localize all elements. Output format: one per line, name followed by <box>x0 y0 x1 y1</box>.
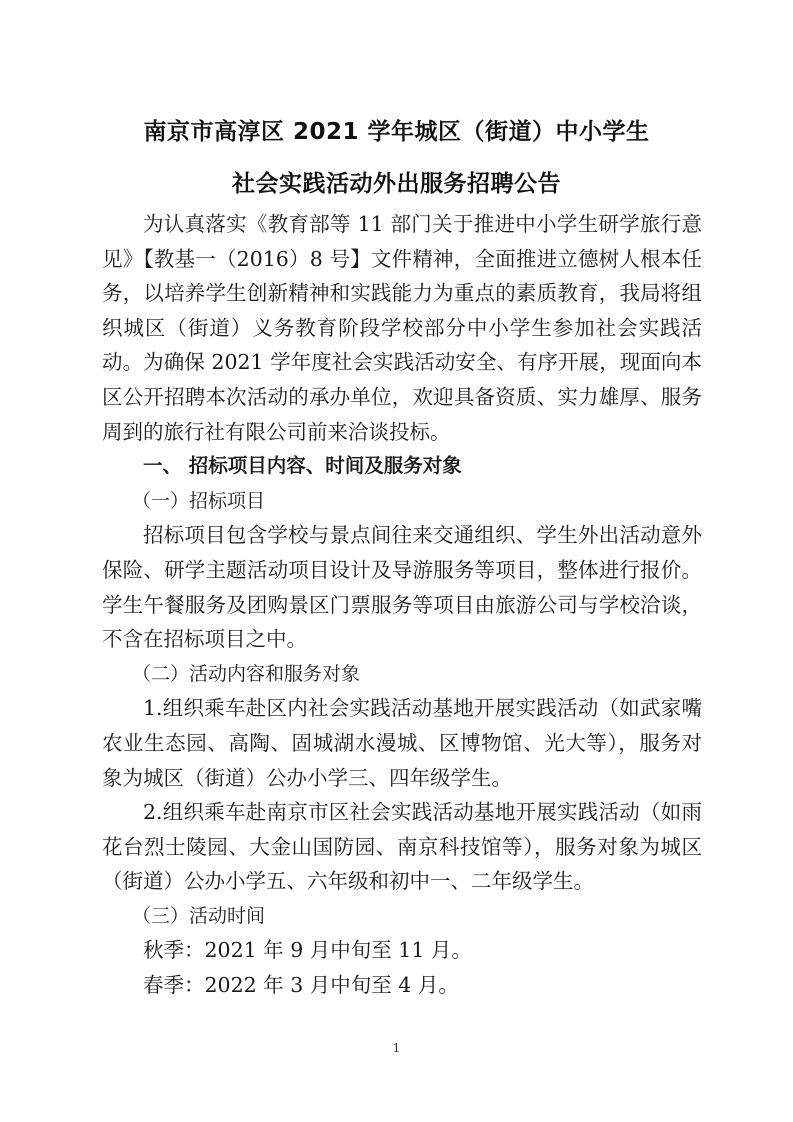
section-1-heading: 一、 招标项目内容、时间及服务对象 <box>143 454 462 478</box>
subsection-2-heading: （二）活动内容和服务对象 <box>132 662 361 685</box>
subsection-1-paragraph: 招标项目包含学校与景点间往来交通组织、学生外出活动意外保险、研学主题活动项目设计及导游服务等项目，整体进行报价。学生午餐服务及团购景区门票服务等项目由旅游公司与学校洽谈，不含在招标项目之中。 <box>102 523 702 652</box>
document-title-line-2: 社会实践活动外出服务招聘公告 <box>232 171 561 197</box>
subsection-2-item-1: 1.组织乘车赴区内社会实践活动基地开展实践活动（如武家嘴农业生态园、高陶、固城湖水漫城、区博物馆、光大等），服务对象为城区（街道）公办小学三、四年级学生。 <box>102 696 702 790</box>
activity-time-autumn: 秋季：2021 年 9 月中旬至 11 月。 <box>143 938 472 963</box>
intro-paragraph: 为认真落实《教育部等 11 部门关于推进中小学生研学旅行意见》【教基一（2016）8 号】文件精神，全面推进立德树人根本任务，以培养学生创新精神和实践能力为重点的素质教育，我局将组织城区（街道）义务教育阶段学校部分中小学生参加社会实践活动。为确保 2021 学年度社会实践活动安全、有序开展，现面向本区公开招聘本次活动的承办单位，欢迎具备资质、实力雄厚、服务周到的旅行社有限公司前来洽谈投标。 <box>102 212 702 444</box>
subsection-2-item-2: 2.组织乘车赴南京市区社会实践活动基地开展实践活动（如雨花台烈士陵园、大金山国防园、南京科技馆等），服务对象为城区（街道）公办小学五、六年级和初中一、二年级学生。 <box>102 800 702 894</box>
document-body <box>102 207 702 1003</box>
subsection-1-heading: （一）招标项目 <box>132 489 266 512</box>
activity-time-spring: 春季：2022 年 3 月中旬至 4 月。 <box>143 973 459 998</box>
page-number: 1 <box>392 1041 401 1055</box>
subsection-3-heading: （三）活动时间 <box>132 904 266 927</box>
document-title-line-1: 南京市高淳区 2021 学年城区（街道）中小学生 <box>143 119 650 145</box>
